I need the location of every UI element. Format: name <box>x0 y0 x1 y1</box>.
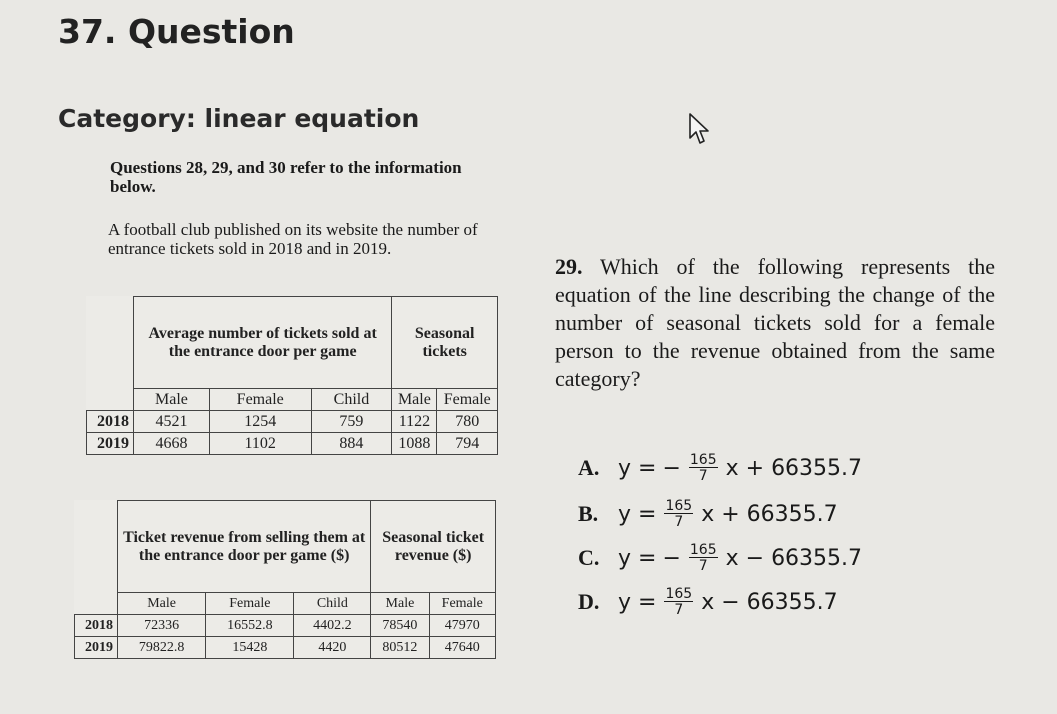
option-rest: x − 66355.7 <box>701 589 838 615</box>
option-label: D. <box>578 589 600 614</box>
table-corner <box>75 593 118 615</box>
category-label: Category: linear equation <box>58 104 420 133</box>
year-cell: 2019 <box>87 433 134 455</box>
value-cell: 780 <box>437 411 498 433</box>
subheader-cell: Male <box>371 593 429 615</box>
value-cell: 4521 <box>134 411 210 433</box>
ticket-revenue-table <box>74 500 496 659</box>
tickets-sold-table <box>86 296 498 455</box>
value-cell: 759 <box>311 411 392 433</box>
table-header-door: Average number of tickets sold at the entrance door per game <box>134 297 392 389</box>
table-header-seasonal: Seasonal tickets <box>392 297 498 389</box>
fraction-denominator: 7 <box>698 468 708 484</box>
value-cell: 1254 <box>209 411 311 433</box>
value-cell: 15428 <box>206 637 294 659</box>
option-sign: − <box>662 455 681 481</box>
mouse-cursor-icon <box>688 112 710 146</box>
table-corner <box>75 501 118 593</box>
question-text: Which of the following represents the equation of the line describing the change of the number of seasonal tickets sold for a female person to the revenue obtained from the same category? <box>555 254 995 391</box>
option-lhs: y = <box>618 501 657 527</box>
year-cell: 2018 <box>75 615 118 637</box>
table-row <box>87 411 498 433</box>
option-rest: x + 66355.7 <box>701 501 838 527</box>
option-lhs: y = <box>618 455 657 481</box>
table-row <box>75 637 496 659</box>
value-cell: 16552.8 <box>206 615 294 637</box>
value-cell: 72336 <box>118 615 206 637</box>
table-corner <box>87 297 134 389</box>
value-cell: 1088 <box>392 433 437 455</box>
fraction-numerator: 165 <box>665 586 693 602</box>
subheader-cell: Female <box>437 389 498 411</box>
fraction-numerator: 165 <box>689 542 717 558</box>
question-number: 29. <box>555 254 583 279</box>
subheader-cell: Male <box>392 389 437 411</box>
subheader-cell: Female <box>209 389 311 411</box>
option-a[interactable] <box>578 448 862 488</box>
value-cell: 47970 <box>429 615 495 637</box>
question-text-block <box>555 253 995 393</box>
subheader-cell: Child <box>311 389 392 411</box>
option-rest: x − 66355.7 <box>725 545 863 571</box>
fraction <box>664 499 693 529</box>
option-lhs: y = <box>618 545 657 571</box>
option-lhs: y = <box>618 589 657 615</box>
table-header-door-revenue: Ticket revenue from selling them at the entrance door per game ($) <box>118 501 371 593</box>
table-row <box>75 615 496 637</box>
fraction <box>689 453 718 483</box>
fraction <box>664 587 693 617</box>
option-c[interactable] <box>578 538 862 578</box>
value-cell: 79822.8 <box>118 637 206 659</box>
option-sign: − <box>662 545 681 571</box>
value-cell: 794 <box>437 433 498 455</box>
subheader-cell: Male <box>118 593 206 615</box>
value-cell: 4402.2 <box>294 615 371 637</box>
subheader-cell: Male <box>134 389 210 411</box>
value-cell: 78540 <box>371 615 429 637</box>
year-cell: 2019 <box>75 637 118 659</box>
option-label: B. <box>578 501 599 526</box>
question-header: 37. Question <box>58 12 295 51</box>
subheader-cell: Female <box>206 593 294 615</box>
value-cell: 4420 <box>294 637 371 659</box>
option-b[interactable] <box>578 494 838 534</box>
value-cell: 80512 <box>371 637 429 659</box>
fraction <box>689 543 718 573</box>
option-label: A. <box>578 455 600 480</box>
option-rest: x + 66355.7 <box>725 455 863 481</box>
value-cell: 47640 <box>429 637 495 659</box>
subheader-cell: Child <box>294 593 371 615</box>
fraction-denominator: 7 <box>698 558 708 574</box>
fraction-numerator: 165 <box>665 498 693 514</box>
fraction-denominator: 7 <box>674 514 684 530</box>
fraction-numerator: 165 <box>689 452 717 468</box>
option-d[interactable] <box>578 582 838 622</box>
year-cell: 2018 <box>87 411 134 433</box>
description-text: A football club published on its website the number of entrance tickets sold in 2018 and in 2019. <box>108 220 478 258</box>
value-cell: 1122 <box>392 411 437 433</box>
option-label: C. <box>578 545 600 570</box>
table-corner <box>87 389 134 411</box>
value-cell: 884 <box>311 433 392 455</box>
table-row <box>87 433 498 455</box>
value-cell: 4668 <box>134 433 210 455</box>
value-cell: 1102 <box>209 433 311 455</box>
table-header-seasonal-revenue: Seasonal ticket revenue ($) <box>371 501 496 593</box>
subheader-cell: Female <box>429 593 495 615</box>
fraction-denominator: 7 <box>674 602 684 618</box>
intro-text: Questions 28, 29, and 30 refer to the information below. <box>110 158 462 196</box>
